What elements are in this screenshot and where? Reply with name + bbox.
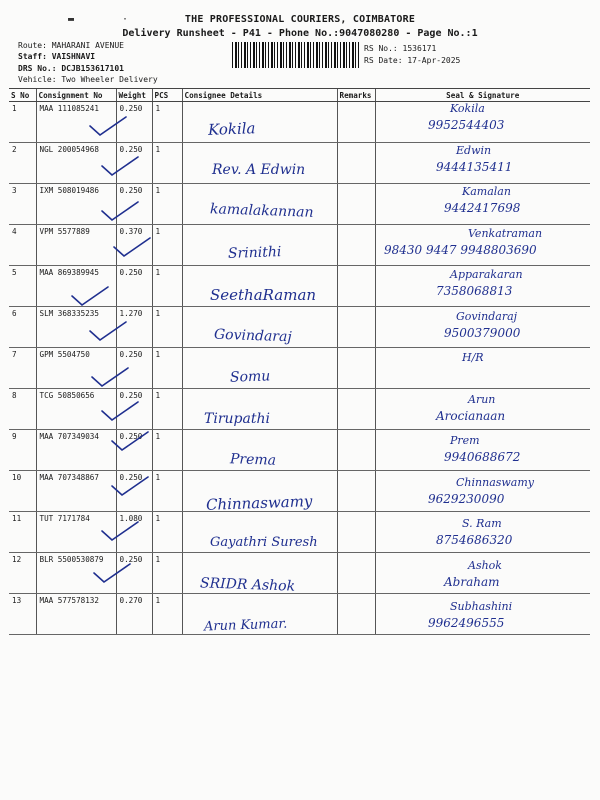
consignment-no: TUT 7171784 [36,512,116,553]
remarks-cell [337,471,375,512]
row-number: 11 [9,512,36,553]
weight: 0.250 [116,430,152,471]
handwritten-consignee: Chinnaswamy [205,491,313,514]
signature-name: Ashok [468,558,502,572]
signature-phone: Arocianaan [436,408,506,423]
rs-no-line: RS No.: 1536171 [364,44,437,53]
row-number: 3 [9,184,36,225]
rs-date-value: 17-Apr-2025 [407,56,461,65]
consignment-no: GPM 5504750 [36,348,116,389]
pieces: 1 [152,184,182,225]
signature-phone: 9962496555 [428,616,505,630]
weight: 0.250 [116,471,152,512]
signature-name: Venkatraman [468,226,543,240]
handwritten-consignee: kamalakannan [209,201,314,221]
consignment-no: MAA 707349034 [36,430,116,471]
check-mark-icon [100,520,140,542]
consignment-no: MAA 111085241 [36,102,116,143]
handwritten-consignee: Prema [229,451,277,469]
print-mark: · [122,14,129,25]
col-header: S No [9,89,36,102]
staff-value: VAISHNAVI [51,52,96,61]
handwritten-consignee: Somu [229,368,271,386]
pieces: 1 [152,143,182,184]
signature-name: Prem [450,434,480,447]
pieces: 1 [152,102,182,143]
signature-phone: 9442417698 [444,201,521,215]
handwritten-consignee: SRIDR Ashok [199,574,296,595]
pieces: 1 [152,512,182,553]
check-mark-icon [100,155,140,177]
check-mark-icon [110,430,150,452]
col-header: Seal & Signature [375,89,590,102]
col-header: Remarks [337,89,375,102]
signature-name: Chinnaswamy [456,475,535,489]
weight: 1.270 [116,307,152,348]
signature-name: S. Ram [462,517,502,530]
remarks-cell [337,430,375,471]
weight: 1.080 [116,512,152,553]
pieces: 1 [152,348,182,389]
signature-name: Apparakaran [450,268,523,281]
row-number: 13 [9,594,36,635]
remarks-cell [337,307,375,348]
signature-name: Edwin [456,143,492,157]
signature-phone: Abraham [444,574,500,589]
consignment-no: SLM 368335235 [36,307,116,348]
consignment-no: NGL 200054968 [36,143,116,184]
weight: 0.250 [116,143,152,184]
signature-name: Kamalan [462,185,511,198]
row-number: 10 [9,471,36,512]
handwritten-consignee: Gayathri Suresh [210,535,318,550]
col-header: PCS [152,89,182,102]
signature-name: Subhashini [450,600,513,613]
drs-line: DRS No.: DCJB153617101 [18,64,124,73]
signature-name: Arun [468,392,496,406]
weight: 0.250 [116,184,152,225]
row-number: 1 [9,102,36,143]
check-mark-icon [100,400,140,422]
pieces: 1 [152,266,182,307]
row-number: 6 [9,307,36,348]
vehicle-value: Two Wheeler Delivery [61,75,158,84]
weight: 0.250 [116,102,152,143]
rs-date-line: RS Date: 17-Apr-2025 [364,56,461,65]
weight: 0.270 [116,594,152,635]
weight: 0.250 [116,389,152,430]
col-header: Consignee Details [182,89,337,102]
handwritten-consignee: Srinithi [227,243,282,262]
pieces: 1 [152,389,182,430]
pieces: 1 [152,430,182,471]
pieces: 1 [152,553,182,594]
pieces: 1 [152,225,182,266]
rs-no-value: 1536171 [402,44,437,53]
remarks-cell [337,348,375,389]
check-mark-icon [92,562,132,584]
consignment-no: TCG 50850656 [36,389,116,430]
table-header-row [9,89,590,102]
row-number: 8 [9,389,36,430]
handwritten-consignee: Arun Kumar. [203,616,288,635]
handwritten-consignee: Kokila [207,119,256,139]
signature-phone: 9500379000 [444,325,521,340]
vehicle-line: Vehicle: Two Wheeler Delivery [18,75,158,84]
remarks-cell [337,102,375,143]
check-mark-icon [90,366,130,388]
signature-phone: 9952544403 [428,118,505,132]
consignment-no: BLR 5500530879 [36,553,116,594]
signature-phone: 9940688672 [444,450,521,464]
handwritten-consignee: Govindaraj [213,326,292,345]
route-value: MAHARANI AVENUE [51,41,124,50]
handwritten-consignee: SeethaRaman [210,286,317,304]
row-number: 4 [9,225,36,266]
consignee-cell [182,102,337,143]
remarks-cell [337,266,375,307]
row-number: 2 [9,143,36,184]
col-header: Weight [116,89,152,102]
check-mark-icon [70,285,110,307]
check-mark-icon [112,236,152,258]
signature-name: H/R [462,351,484,364]
barcode [232,42,360,68]
check-mark-icon [88,320,128,342]
route-line: Route: MAHARANI AVENUE [18,41,124,50]
check-mark-icon [110,475,150,497]
staff-line: Staff: VAISHNAVI [18,52,96,61]
row-number: 7 [9,348,36,389]
consignment-no: MAA 869389945 [36,266,116,307]
signature-phone: 9629230090 [428,491,505,506]
remarks-cell [337,143,375,184]
pieces: 1 [152,307,182,348]
pieces: 1 [152,594,182,635]
handwritten-consignee: Rev. A Edwin [212,161,306,178]
row-number: 12 [9,553,36,594]
col-header: Consignment No [36,89,116,102]
signature-phone: 8754686320 [436,533,513,547]
signature-name: Kokila [450,102,485,115]
weight: 0.250 [116,348,152,389]
consignment-no: MAA 577578132 [36,594,116,635]
row-number: 5 [9,266,36,307]
check-mark-icon [100,200,140,222]
remarks-cell [337,594,375,635]
handwritten-consignee: Tirupathi [204,410,270,427]
remarks-cell [337,389,375,430]
signature-phone: 7358068813 [436,284,513,298]
remarks-cell [337,553,375,594]
check-mark-icon [88,115,128,137]
remarks-cell [337,512,375,553]
print-mark: ▬ [68,14,75,25]
drs-value: DCJB153617101 [61,64,124,73]
remarks-cell [337,225,375,266]
consignment-no: VPM 5577889 [36,225,116,266]
consignment-no: IXM 508019486 [36,184,116,225]
consignment-no: MAA 707348867 [36,471,116,512]
signature-name: Govindaraj [456,309,518,323]
runsheet-title: Delivery Runsheet - P41 - Phone No.:9047080280 - Page No.:1 [122,28,478,39]
row-number: 9 [9,430,36,471]
signature-phone: 9444135411 [436,159,513,174]
signature-phone: 98430 9447 9948803690 [384,242,537,257]
remarks-cell [337,184,375,225]
company-title: THE PROFESSIONAL COURIERS, COIMBATORE [184,14,416,25]
weight: 0.250 [116,553,152,594]
weight: 0.250 [116,266,152,307]
pieces: 1 [152,471,182,512]
weight: 0.370 [116,225,152,266]
